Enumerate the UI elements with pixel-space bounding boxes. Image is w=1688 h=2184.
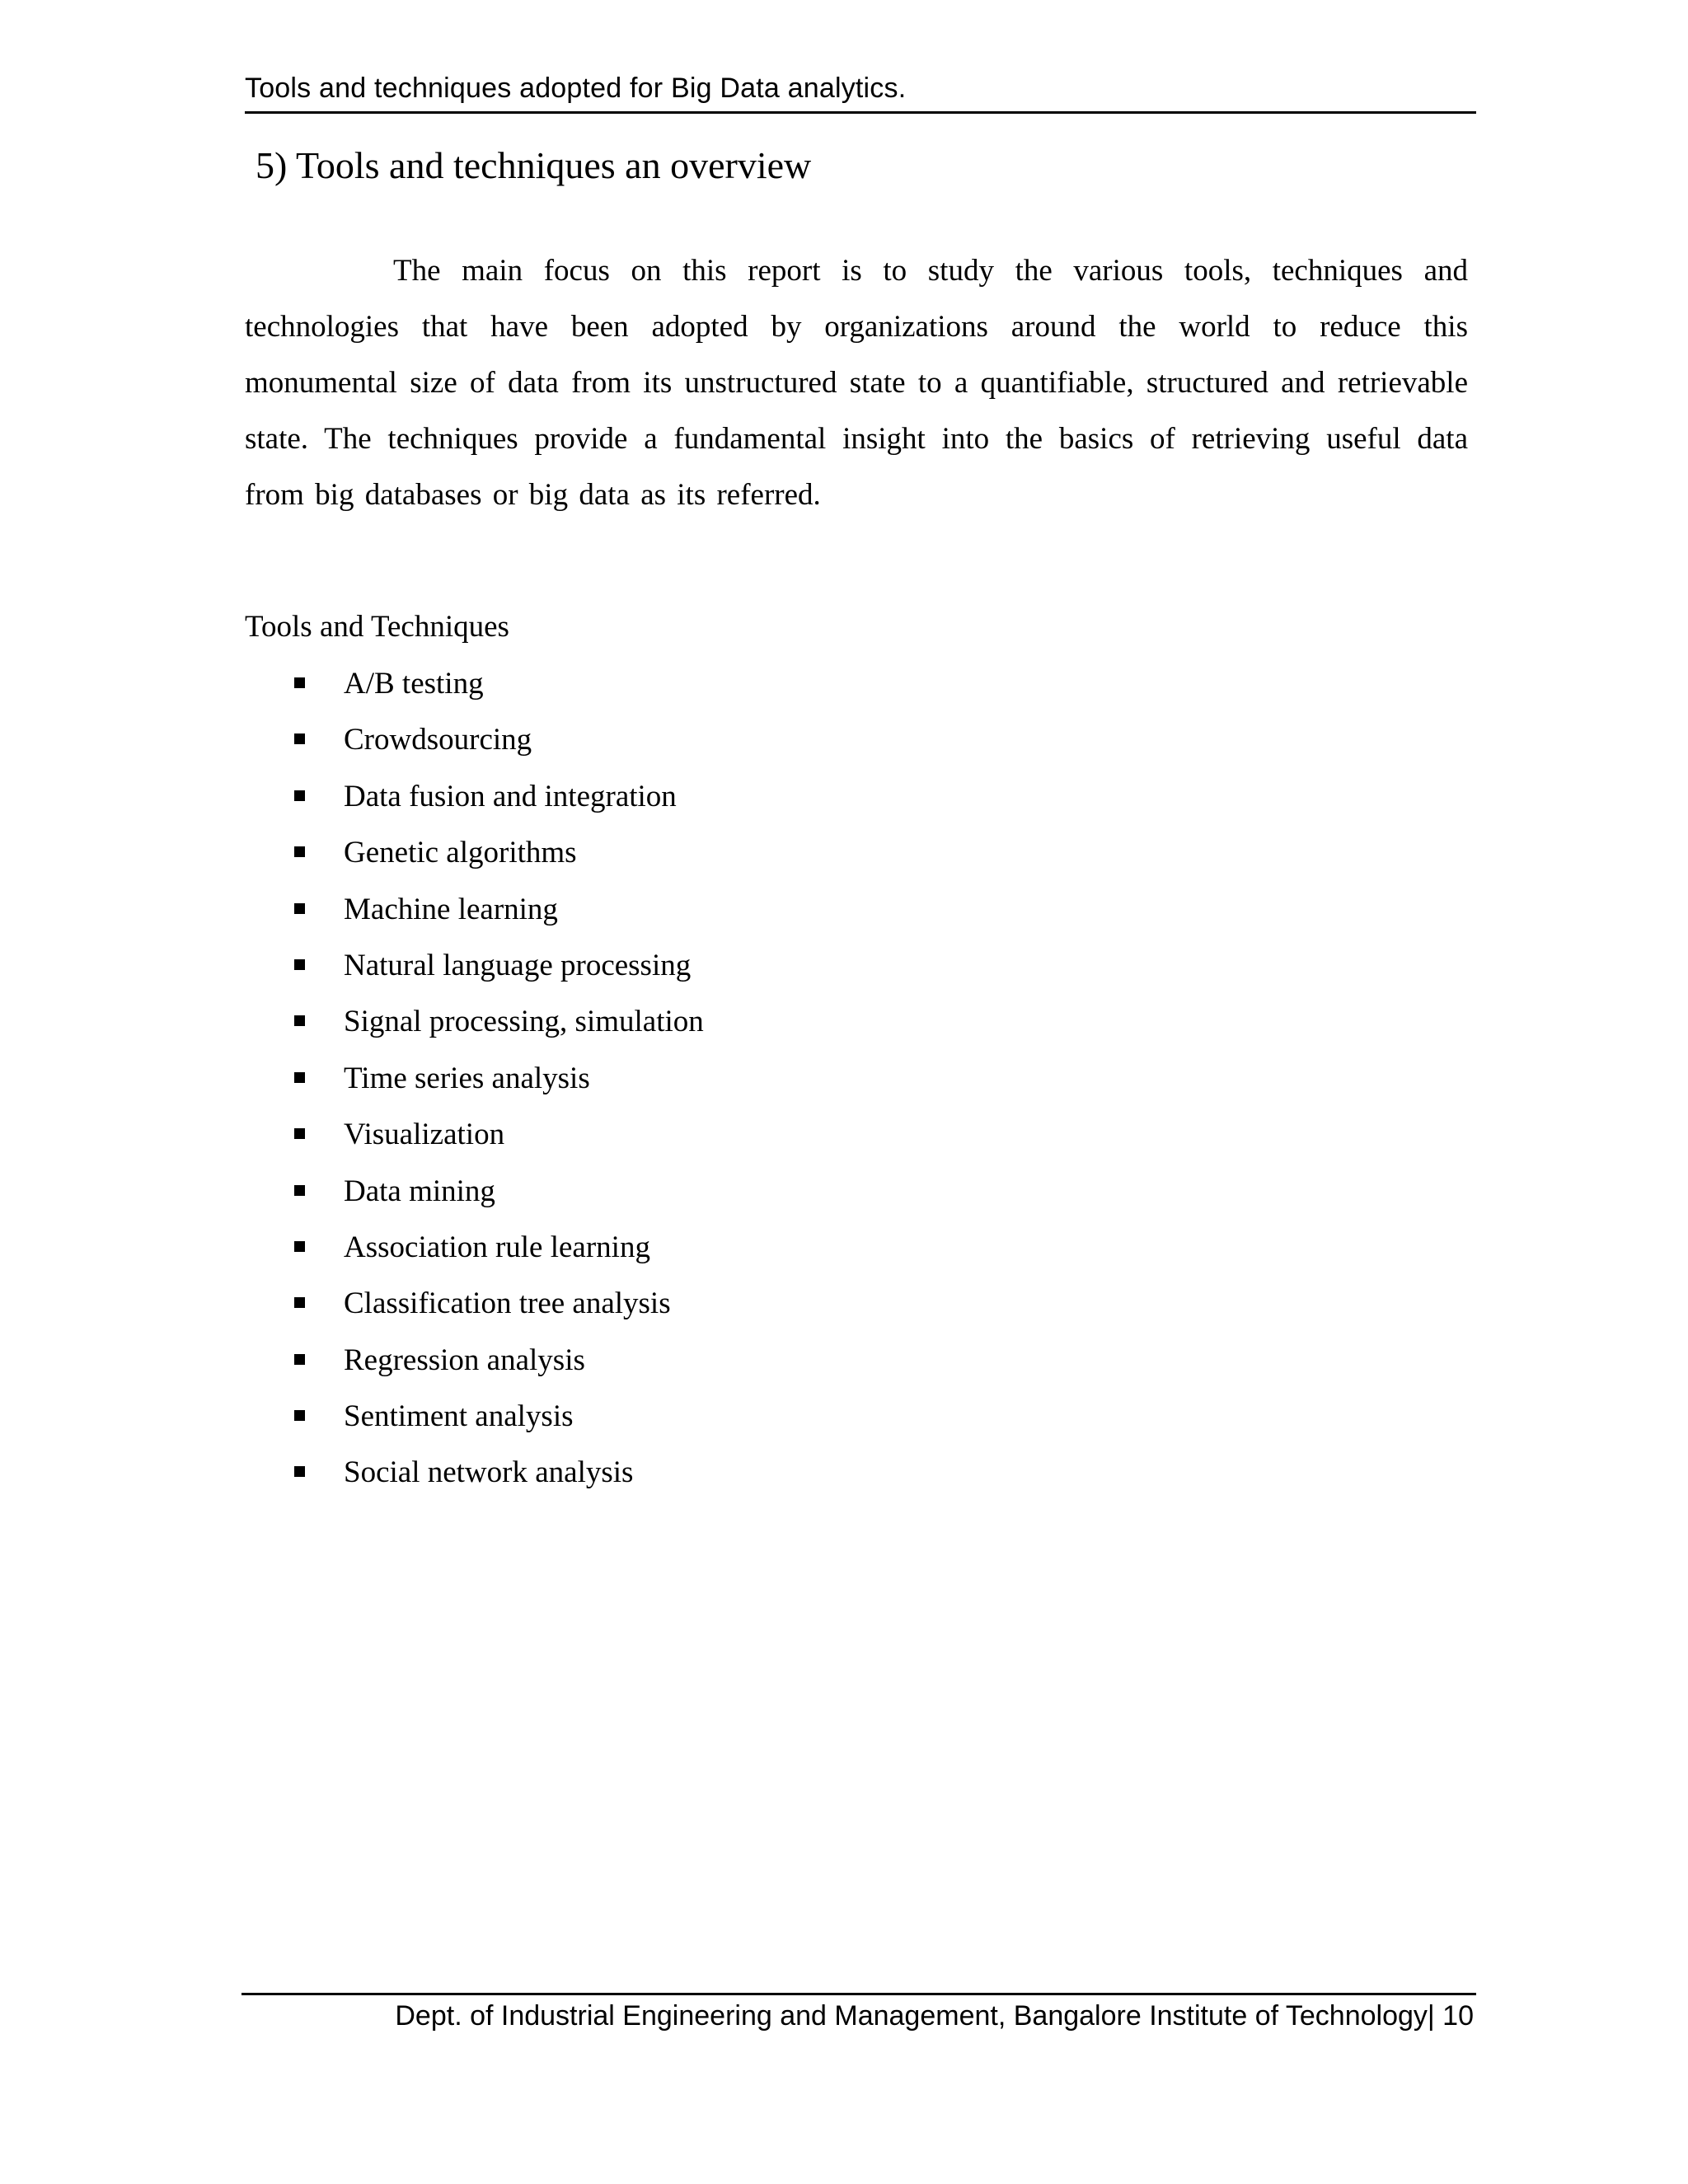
square-bullet-icon xyxy=(294,846,305,857)
list-item-label: Signal processing, simulation xyxy=(344,1005,704,1039)
list-item-label: Visualization xyxy=(344,1118,505,1152)
square-bullet-icon xyxy=(294,1354,305,1365)
square-bullet-icon xyxy=(294,1185,305,1196)
list-item-label: Regression analysis xyxy=(344,1343,585,1377)
list-item-label: A/B testing xyxy=(344,667,484,701)
list-item-label: Data fusion and integration xyxy=(344,779,677,813)
list-item-label: Natural language processing xyxy=(344,948,692,982)
square-bullet-icon xyxy=(294,1072,305,1083)
list-heading: Tools and Techniques xyxy=(245,610,509,644)
list-item-label: Sentiment analysis xyxy=(344,1399,574,1434)
list-item-label: Data mining xyxy=(344,1174,495,1208)
square-bullet-icon xyxy=(294,903,305,914)
list-item-label: Association rule learning xyxy=(344,1230,650,1264)
list-item-label: Social network analysis xyxy=(344,1455,634,1490)
square-bullet-icon xyxy=(294,1241,305,1252)
square-bullet-icon xyxy=(294,677,305,688)
square-bullet-icon xyxy=(294,1297,305,1308)
list-item-label: Classification tree analysis xyxy=(344,1286,671,1321)
square-bullet-icon xyxy=(294,1410,305,1421)
section-heading: 5) Tools and techniques an overview xyxy=(256,144,812,186)
list-item-label: Genetic algorithms xyxy=(344,836,577,870)
square-bullet-icon xyxy=(294,1128,305,1139)
square-bullet-icon xyxy=(294,1015,305,1026)
page-header xyxy=(245,66,1476,114)
square-bullet-icon xyxy=(294,733,305,744)
list-item-label: Time series analysis xyxy=(344,1061,590,1095)
list-item-label: Crowdsourcing xyxy=(344,723,532,757)
square-bullet-icon xyxy=(294,790,305,801)
list-item-label: Machine learning xyxy=(344,892,558,926)
square-bullet-icon xyxy=(294,959,305,970)
page-footer: Dept. of Industrial Engineering and Management, Bangalore Institute of Technology| 10 xyxy=(395,2000,1474,2032)
intro-paragraph: The main focus on this report is to study the various tools, techniques and technologies that have been adopted by organizations around the world to reduce this monumental size of data from its unstructured state to a quantifiable, structured and retrievable state. The techniques provide a fundamental insight into the basics of retrieving useful data from big databases or big data as its referred. xyxy=(245,254,1468,512)
square-bullet-icon xyxy=(294,1466,305,1477)
running-header-title: Tools and techniques adopted for Big Data analytics. xyxy=(245,73,907,104)
